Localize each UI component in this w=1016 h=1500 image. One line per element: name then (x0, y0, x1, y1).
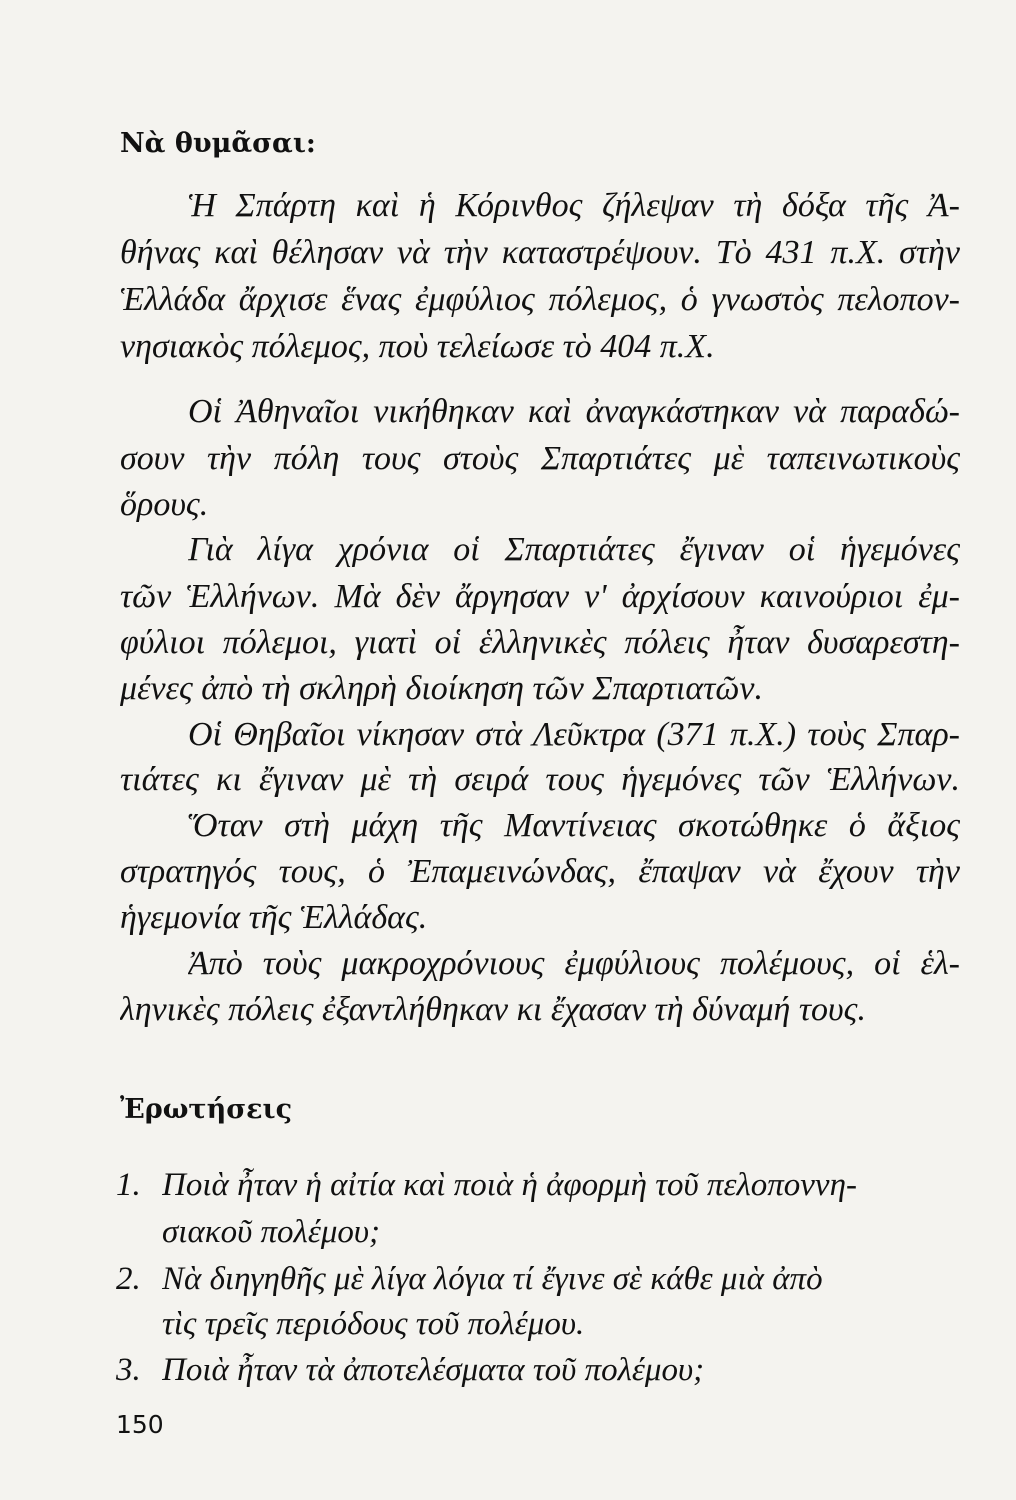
remember-line: Ἑλλάδα ἄρχισε ἕνας ἐμφύλιος πόλεμος, ὁ γνωστὸς πελοπον- (120, 281, 960, 318)
remember-line: Ὅταν στὴ μάχη τῆς Μαντίνειας σκοτώθηκε ὁ ἄξιος (188, 807, 960, 844)
question-line: Ποιὰ ἦταν τὰ ἀποτελέσματα τοῦ πολέμου; (162, 1352, 705, 1388)
questions-heading: Ἐρωτήσεις (120, 1094, 293, 1125)
question-line: σιακοῦ πολέμου; (162, 1214, 381, 1250)
remember-line: φύλιοι πόλεμοι, γιατὶ οἱ ἑλληνικὲς πόλεις ἦταν δυσαρεστη- (120, 624, 960, 661)
remember-line: στρατηγός τους, ὁ Ἐπαμεινώνδας, ἔπαψαν νὰ ἔχουν τὴν (120, 853, 960, 890)
question-line: Νὰ διηγηθῆς μὲ λίγα λόγια τί ἔγινε σὲ κάθε μιὰ ἀπὸ (162, 1261, 823, 1297)
question-number: 3. (116, 1352, 141, 1388)
remember-line: νησιακὸς πόλεμος, ποὺ τελείωσε τὸ 404 π.Χ. (120, 328, 715, 365)
question-line: Ποιὰ ἦταν ἡ αἰτία καὶ ποιὰ ἡ ἀφορμὴ τοῦ πελοποννη- (162, 1167, 857, 1203)
question-number: 2. (116, 1261, 141, 1297)
remember-line: Οἱ Ἀθηναῖοι νικήθηκαν καὶ ἀναγκάστηκαν νὰ παραδώ- (188, 393, 960, 430)
question-number: 1. (116, 1167, 141, 1203)
remember-line: Γιὰ λίγα χρόνια οἱ Σπαρτιάτες ἔγιναν οἱ ἡγεμόνες (188, 531, 960, 568)
remember-line: μένες ἀπὸ τὴ σκληρὴ διοίκηση τῶν Σπαρτιατῶν. (120, 670, 763, 707)
remember-line: Ἡ Σπάρτη καὶ ἡ Κόρινθος ζήλεψαν τὴ δόξα τῆς Ἀ- (188, 187, 960, 224)
remember-heading: Νὰ θυμᾶσαι: (120, 128, 316, 159)
remember-line: Ἀπὸ τοὺς μακροχρόνιους ἐμφύλιους πολέμους, οἱ ἑλ- (188, 945, 960, 982)
remember-line: τιάτες κι ἔγιναν μὲ τὴ σειρά τους ἡγεμόνες τῶν Ἑλλήνων. (120, 761, 960, 798)
question-line: τὶς τρεῖς περιόδους τοῦ πολέμου. (162, 1306, 585, 1342)
remember-line: τῶν Ἑλλήνων. Μὰ δὲν ἄργησαν ν' ἀρχίσουν καινούριοι ἐμ- (120, 578, 960, 615)
remember-line: ληνικὲς πόλεις ἐξαντλήθηκαν κι ἔχασαν τὴ δύναμή τους. (120, 991, 866, 1028)
remember-line: θήνας καὶ θέλησαν νὰ τὴν καταστρέψουν. Τὸ 431 π.Χ. στὴν (120, 234, 960, 271)
remember-line: ὅρους. (120, 486, 209, 523)
remember-line: ἡγεμονία τῆς Ἑλλάδας. (120, 899, 428, 936)
page-number: 150 (116, 1410, 164, 1439)
remember-line: Οἱ Θηβαῖοι νίκησαν στὰ Λεῦκτρα (371 π.Χ.) τοὺς Σπαρ- (188, 716, 960, 753)
remember-line: σουν τὴν πόλη τους στοὺς Σπαρτιάτες μὲ ταπεινωτικοὺς (120, 440, 960, 477)
